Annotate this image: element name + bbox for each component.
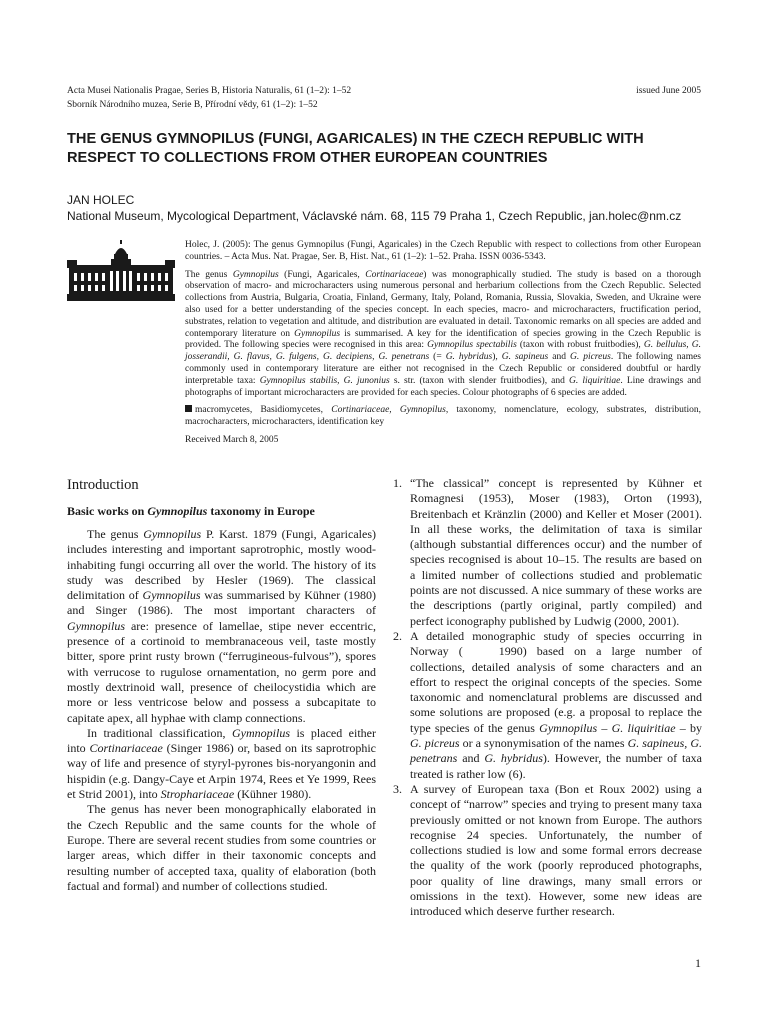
right-column (393, 476, 702, 920)
abstract-body: The genus Gymnopilus (Fungi, Agaricales, Cortinariaceae) was monographically studied. The study is based on a thorough observation of macro- and microcharacters using numerous personal and herbarium collections from the Czech Republic. Selected collections from Austria, Bulgaria, Croatia, Finland, Germany, Italy, Poland, Romania, Russia, Slovakia, Sweden, and Ukraine were also used for a better understanding of the species concept. In each species, macro- and microcharacters, fructification period, substrates, relation to vegetation and altitude, and distribution are evaluated in detail. Taxonomic remarks on all species are added and contemporary literature on Gymnopilus is summarised. A key for the identification of species growing in the Czech Republic is provided. The following species were recognised in this area: Gymnopilus spectabilis (taxon with robust fruitbodies), G. bellulus, G. josserandii, G. flavus, G. fulgens, G. decipiens, G. penetrans (= G. hybridus), G. sapineus and G. picreus. The following names commonly used in contemporary literature are either not recognised in the Czech Republic or considered doubtful or hardly interpretable taxa: Gymnopilus stabilis, G. junonius s. str. (taxon with slender fruitbodies), and G. liquiritiae. Line drawings and photographs of important microcharacters are provided for each species. Colour photographs of 6 species are added. (185, 269, 702, 398)
journal-citation-header (67, 84, 351, 112)
article-title: THE GENUS GYMNOPILUS (FUNGI, AGARICALES) IN THE CZECH REPUBLIC WITH RESPECT TO COLLECTIONS FROM OTHER EUROPEAN COUNTRIES (67, 131, 644, 166)
intro-paragraph-3: The genus has never been monographically elaborated in the Czech Republic and the same counts for the whole of Europe. There are several recent studies from some countries or larger areas, which differ in their taxonomic concepts and resulting number of accepted taxa, quality of elaboration (both factual and formal) and number of collections studied. (67, 802, 376, 893)
author-affiliation: National Museum, Mycological Department, Václavské nám. 68, 115 79 Praha 1, Czech Republic, jan.holec@nm.cz (67, 209, 682, 223)
section-heading-introduction: Introduction (67, 477, 139, 493)
subsection-heading: Basic works on Gymnopilus taxonomy in Europe (67, 504, 315, 518)
museum-building-icon (67, 240, 175, 304)
journal-line-2: Sborník Národního muzea, Serie B, Přírodní vědy, 61 (1–2): 1–52 (67, 100, 318, 110)
abstract-citation: Holec, J. (2005): The genus Gymnopilus (Fungi, Agaricales) in the Czech Republic with respect to collections from other European countries. – Acta Mus. Nat. Pragae, Ser. B, Hist. Nat., 61 (1–2): 1–52. Praha. ISSN 0036-5343. (185, 240, 701, 262)
journal-line-1: Acta Musei Nationalis Pragae, Series B, Historia Naturalis, 61 (1–2): 1–52 (67, 86, 352, 96)
author-name: JAN HOLEC (67, 193, 135, 207)
received-date: Received March 8, 2005 (185, 434, 279, 445)
intro-paragraph-2: In traditional classification, Gymnopilus is placed either into Cortinariaceae (Singer 1986) or, based on its saprotrophic way of life and presence of styryl-pyrones bis-noryangonin and hispidin (e.g. Dangy-Caye et Arpin 1974, Rees et Ye 1999, Rees et Strid 2001), into Strophariaceae (Kühner 1980). (67, 725, 377, 802)
author-block (67, 192, 717, 224)
intro-paragraph-1: The genus Gymnopilus P. Karst. 1879 (Fungi, Agaricales) includes interesting and important saprotrophic, mostly wood-inhabiting fungi occurring all over the world. The history of its study was described by Hesler (1969). The classical delimitation of Gymnopilus was summarised by Kühner (1980) and Singer (1986). The most important characters of Gymnopilus are: presence of lamellae, stipe never eccentric, presence of a cortinoid to membranaceous veil, taste mostly bitter, spore print rusty brown (“ferrugineous-fulvous”), spores with verrucose to rugulose ornamentation, no germ pore and mostly dextrinoid wall, presence of cheilocystidia which are more or less ventricose below and possess a subcapitate to capitate apex, all hyphae with clamp connections. (67, 527, 376, 725)
left-column (67, 476, 376, 894)
page-number: 1 (695, 956, 701, 970)
abstract-block (185, 240, 701, 453)
list-item: 1. “The classical” concept is represented by Kühner et Romagnesi (1953), Moser (1983), Orton (1993), Breitenbach et Kränzlin (2000) and Keller et Moser (2001). In all these works, the delimitation of taxa is similar (although substantial differences occur) and the number of species recognised is about 10–15. The results are based on a limited number of collections studied and problematic points are not discussed. A nice summary of these works are the descriptions (partly original, partly compiled) and perfect iconography published by Ludwig (2000, 2001). (393, 476, 702, 628)
issue-date: issued June 2005 (636, 86, 701, 96)
works-list (393, 476, 702, 920)
keywords-square-icon (185, 405, 192, 412)
list-item: 2. A detailed monographic study of species occurring in Norway ( 1990) based on a large number of collections, detailed analysis of some characters and an effort to respect the original concepts of the species. Some taxonomic and nomenclatural problems are discussed and some solutions are proposed (e.g. a proposal to replace the type species of the genus Gymnopilus – G. liquiritiae – by G. picreus or a synonymisation of the names G. sapineus, G. penetrans and G. hybridus). However, the number of taxa treated is rather low (6). (393, 628, 703, 781)
keywords: macromycetes, Basidiomycetes, Cortinariaceae, Gymnopilus, taxonomy, nomenclature, ecology, substrates, distribution, macrocharacters, microcharacters, identification key (185, 405, 702, 428)
list-item: 3. A survey of European taxa (Bon et Roux 2002) using a concept of “narrow” species and trying to present many taxa previously omitted or not known from Europe. The authors recognise 24 species. Unfortunately, the number of collections studied is low and some formal errors decrease the quality of the work (poorly reproduced photographs, poor quality of line drawings, many small errors or omissions in the text). However, some new ideas are introduced which deserve further research. (393, 781, 702, 919)
